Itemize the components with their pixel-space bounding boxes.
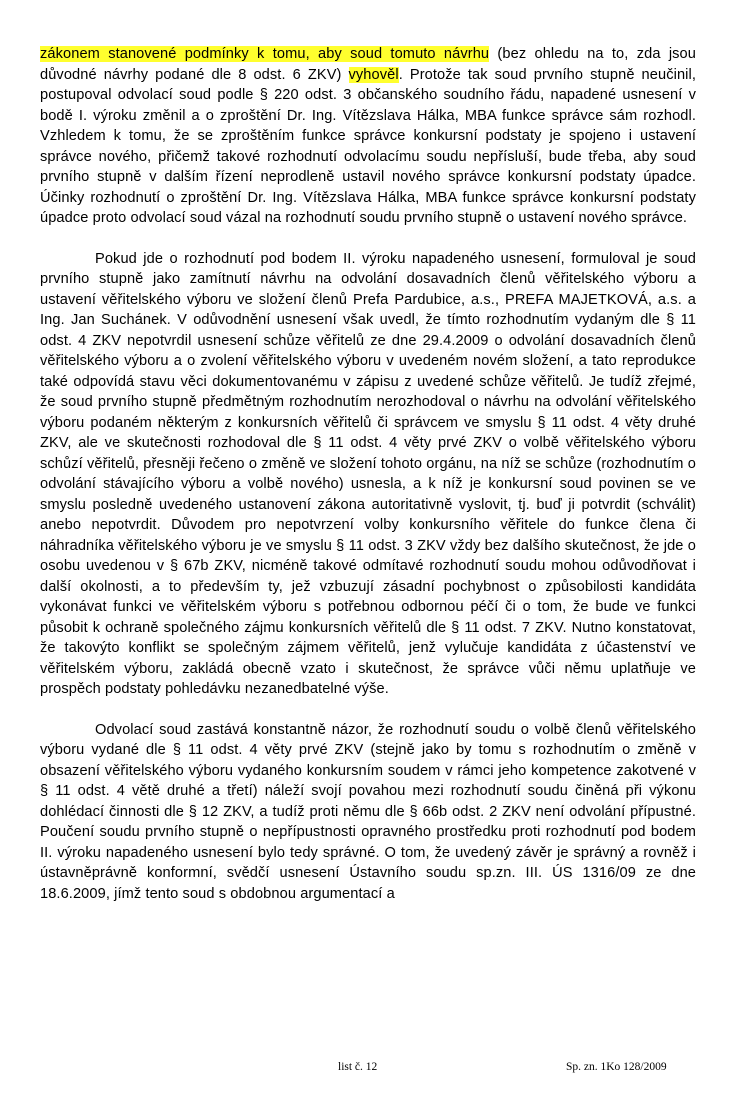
paragraph-text: (bez ohledu na to, zda jsou důvodné návrhy podané dle 8 odst. 6 ZKV) (40, 46, 696, 83)
paragraph-text: Pokud jde o rozhodnutí pod bodem II. výroku napadeného usnesení, formuloval je soud prvního stupně jako zamítnutí návrhu na odvolání dosavadních členů věřitelského výboru a ustavení věřitelského výboru ve složení členů Prefa Pardubice, a.s., PREFA MAJETKOVÁ, a.s. a Ing. Jan Suchánek. V odůvodnění usnesení však uvedl, že tímto rozhodnutím vydaným dle § 11 odst. 4 ZKV nepotvrdil usnesení schůze věřitelů ze dne 29.4.2009 o odvolání dosavadních členů věřitelského výboru a o zvolení věřitelského výboru v uvedeném novém složení, a tato reprodukce také odpovídá stavu věci dokumentovanému v zápisu z uvedené schůze věřitelů. Je tudíž zřejmé, že soud prvního stupně předmětným rozhodnutím nerozhodoval o návrhu na odvolání věřitelského výboru podaném některým z konkursních věřitelů či správcem ve smyslu § 11 odst. 4 věty druhé ZKV, ale ve skutečnosti rozhodoval dle § 11 odst. 4 věty prvé ZKV o volbě věřitelského výboru schůzí věřitelů, přesněji řečeno o změně ve složení tohoto orgánu, na níž se schůze (rozhodnutím o odvolání stávajícího výboru a volbě nového) usnesla, a k níž je konkursní soud povinen se ve smyslu posledně uvedeného ustanovení zákona autoritativně vyslovit, tj. buď ji potvrdit (schválit) anebo nepotvrdit. Důvodem pro nepotvrzení volby konkursního věřitele do funkce člena či náhradníka věřitelského výboru je ve smyslu § 11 odst. 3 ZKV vždy bez dalšího skutečnost, že jde o osobu uvedenou v § 67b ZKV, nicméně takové odmítavé rozhodnutí soudu mohou odůvodňovat i další okolnosti, a to především ty, jež vzbuzují zásadní pochybnost o způsobilosti kandidáta vykonávat funkci ve věřitelském výboru s potřebnou odbornou péčí či o tom, že bude ve funkci působit k ochraně společného zájmu konkursních věřitelů dle § 11 odst. 7 ZKV. Nutno konstatovat, že takovýto konflikt se společným zájmem věřitelů, jenž vylučuje kandidáta z účastenství ve věřitelském výboru, zakládá obecně vzato i skutečnost, že správce vůči němu uplatňuje ve prospěch podstaty pohledávku nezanedbatelné výše. (40, 250, 696, 697)
highlighted-text: vyhověl (348, 66, 399, 83)
page-footer (0, 1061, 736, 1079)
document-body (40, 44, 696, 904)
paragraph-spacer (40, 700, 696, 720)
page-number: list č. 12 (338, 1061, 378, 1073)
paragraph-text: . Protože tak soud prvního stupně neučinil, postupoval odvolací soud podle § 220 odst. 3 občanského soudního řádu, napadené usnesení v bodě I. výroku změnil a o zproštění Dr. Ing. Vítězslava Hálka, MBA funkce správce sám rozhodl. Vzhledem k tomu, že se zproštěním funkce správce konkursní podstaty je spojeno i ustavení správce nového, přičemž takové rozhodnutí odvolacímu soudu nepřísluší, bude třeba, aby soud prvního stupně v dalším řízení neprodleně ustavil nového správce konkursní podstaty úpadce. Účinky rozhodnutí o zproštění Dr. Ing. Vítězslava Hálka, MBA funkce správce konkursní podstaty úpadce proto odvolací soud vázal na rozhodnutí soudu prvního stupně o ustavení nového správce. (40, 66, 696, 226)
case-reference: Sp. zn. 1Ko 128/2009 (566, 1061, 667, 1073)
paragraph-text: Odvolací soud zastává konstantně názor, že rozhodnutí soudu o volbě členů věřitelského výboru vydané dle § 11 odst. 4 věty prvé ZKV (stejně jako by tomu s rozhodnutím o změně v obsazení věřitelského výboru vydaného konkursním soudem v rámci jeho kompetence zakotvené v § 11 odst. 4 větě druhé a třetí) náleží svojí povahou mezi rozhodnutí soudu činěná při výkonu dohlédací činnosti dle § 12 ZKV, a tudíž proti němu dle § 66b odst. 2 ZKV není odvolání přípustné. Poučení soudu prvního stupně o nepřípustnosti opravného prostředku proti rozhodnutí pod bodem II. výroku napadeného usnesení bylo tedy správné. O tom, že uvedený závěr je správný a rovněž i ústavněprávně konformní, svědčí usnesení Ústavního soudu sp.zn. III. ÚS 1316/09 ze dne 18.6.2009, jímž tento soud s obdobnou argumentací a (40, 721, 696, 902)
highlighted-text: zákonem stanovené podmínky k tomu, aby soud tomuto návrhu (40, 46, 490, 62)
paragraph-1 (40, 44, 696, 229)
paragraph-2 (40, 249, 696, 700)
paragraph-spacer (40, 229, 696, 249)
paragraph-3 (40, 720, 696, 905)
